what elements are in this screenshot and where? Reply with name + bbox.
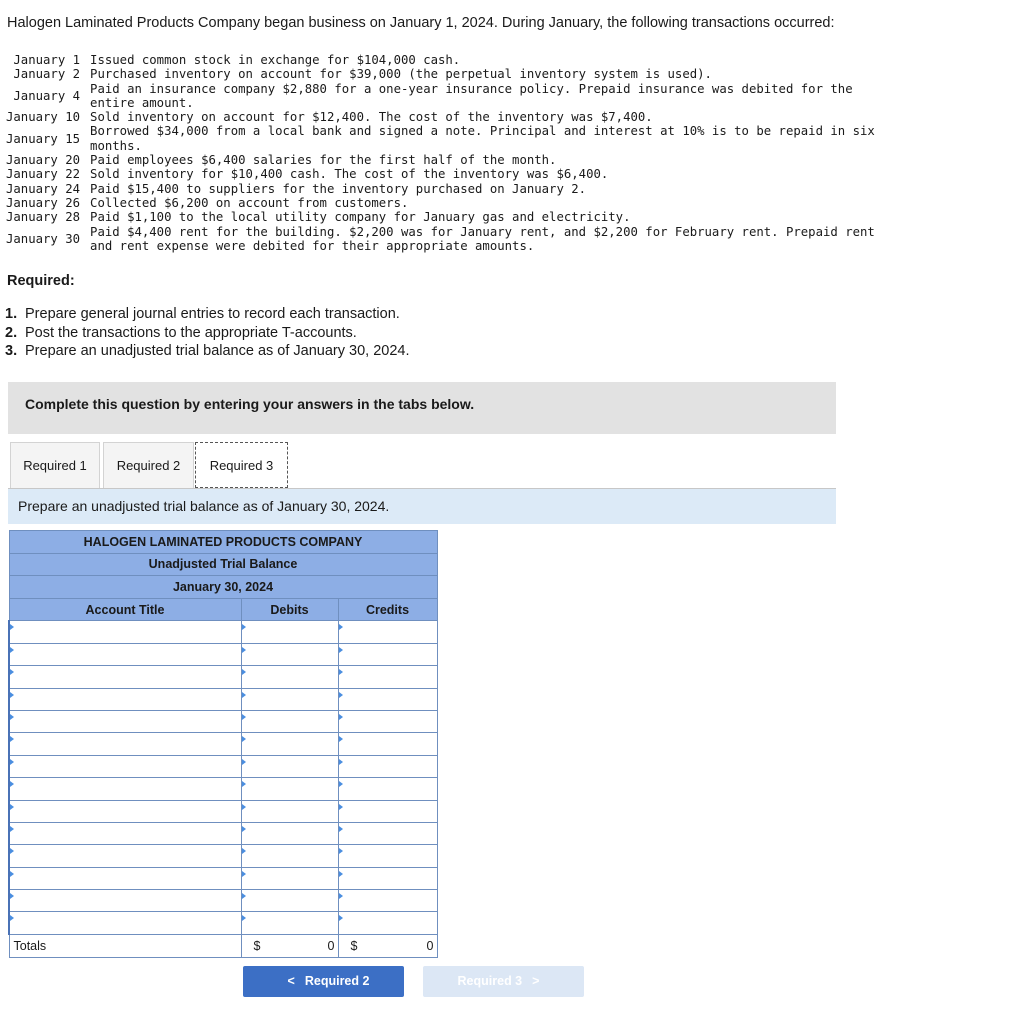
- tab-required-2[interactable]: Required 2: [103, 442, 194, 488]
- account-title-input[interactable]: [10, 824, 241, 844]
- total-credits-cell: [338, 934, 437, 957]
- debit-amount-input[interactable]: [242, 824, 338, 844]
- transaction-row: [6, 124, 900, 153]
- company-name: HALOGEN LAMINATED PRODUCTS COMPANY: [9, 531, 437, 554]
- account-title-input[interactable]: [10, 756, 241, 776]
- transaction-text: Paid an insurance company $2,880 for a one-year insurance policy. Prepaid insurance was debited for the entire amount.: [90, 81, 853, 110]
- account-title-input[interactable]: [10, 734, 241, 754]
- debit-amount-cell: [241, 800, 338, 822]
- debit-amount-cell: [241, 621, 338, 643]
- transaction-row: [6, 182, 900, 196]
- account-title-cell: [9, 621, 241, 643]
- requirement-text: Prepare general journal entries to record each transaction.: [25, 306, 400, 322]
- account-title-cell: [9, 778, 241, 800]
- credit-amount-cell: [338, 688, 437, 710]
- account-title-input[interactable]: [10, 689, 241, 709]
- account-title-cell: [9, 755, 241, 777]
- transaction-text: Paid $15,400 to suppliers for the inventory purchased on January 2.: [90, 181, 587, 196]
- table-row: [9, 643, 437, 665]
- currency-symbol: $: [350, 938, 358, 953]
- transaction-row: [6, 196, 900, 210]
- problem-intro: Halogen Laminated Products Company began business on January 1, 2024. During January, the following transactions occurred:: [7, 15, 835, 31]
- credit-amount-cell: [338, 867, 437, 889]
- table-row: [9, 912, 437, 934]
- totals-row: [9, 934, 437, 957]
- transaction-row: [6, 82, 900, 111]
- account-title-input[interactable]: [10, 712, 241, 732]
- currency-symbol: $: [253, 938, 261, 953]
- transaction-text: Paid $4,400 rent for the building. $2,200 was for January rent, and $2,200 for February rent. Prepaid rent and rent expense were debited for their appropriate amounts.: [90, 224, 875, 253]
- credit-amount-cell: [338, 643, 437, 665]
- debit-amount-cell: [241, 666, 338, 688]
- table-row: [9, 688, 437, 710]
- debit-amount-cell: [241, 688, 338, 710]
- requirement-item: [5, 324, 410, 343]
- transaction-text: Paid employees $6,400 salaries for the first half of the month.: [90, 153, 557, 168]
- transaction-date: January 4: [13, 88, 81, 103]
- account-title-input[interactable]: [10, 622, 241, 642]
- debit-amount-input[interactable]: [242, 644, 338, 664]
- debit-amount-input[interactable]: [242, 622, 338, 642]
- debit-amount-cell: [241, 912, 338, 934]
- credit-amount-input[interactable]: [339, 824, 437, 844]
- transaction-text: Paid $1,100 to the local utility company for January gas and electricity.: [90, 210, 631, 225]
- credit-amount-cell: [338, 845, 437, 867]
- previous-tab-label: Required 2: [304, 974, 370, 988]
- instructions-banner: Complete this question by entering your answers in the tabs below.: [8, 382, 836, 434]
- credit-amount-cell: [338, 800, 437, 822]
- requirement-number: 3.: [5, 343, 18, 359]
- debit-amount-input[interactable]: [242, 846, 338, 866]
- credit-amount-input[interactable]: [339, 622, 437, 642]
- debit-amount-cell: [241, 822, 338, 844]
- column-header-credits: Credits: [338, 598, 437, 621]
- requirement-number: 1.: [5, 306, 18, 322]
- debit-amount-cell: [241, 867, 338, 889]
- previous-tab-button[interactable]: [243, 966, 404, 997]
- debit-amount-input[interactable]: [242, 667, 338, 687]
- account-title-cell: [9, 643, 241, 665]
- column-header-debits: Debits: [241, 598, 338, 621]
- debit-amount-cell: [241, 710, 338, 732]
- debit-amount-cell: [241, 778, 338, 800]
- transaction-row: [6, 225, 900, 254]
- debit-amount-cell: [241, 845, 338, 867]
- debit-amount-input[interactable]: [242, 913, 338, 933]
- credit-amount-input[interactable]: [339, 868, 437, 888]
- requirement-number: 2.: [5, 324, 18, 341]
- requirement-item: [5, 305, 410, 324]
- debit-amount-input[interactable]: [242, 734, 338, 754]
- table-row: [9, 867, 437, 889]
- debit-amount-cell: [241, 733, 338, 755]
- transaction-date: January 22: [6, 167, 81, 182]
- tab-required-1[interactable]: Required 1: [10, 442, 100, 488]
- account-title-input[interactable]: [10, 891, 241, 911]
- account-title-cell: [9, 822, 241, 844]
- requirement-item: [5, 342, 410, 361]
- requirements-list: [5, 305, 410, 361]
- account-title-input[interactable]: [10, 667, 241, 687]
- transaction-text: Sold inventory for $10,400 cash. The cost of the inventory was $6,400.: [90, 167, 609, 182]
- debit-amount-cell: [241, 890, 338, 912]
- table-row: [9, 733, 437, 755]
- total-debits-value: 0: [327, 938, 335, 953]
- table-row: [9, 755, 437, 777]
- transaction-row: [6, 67, 900, 81]
- credit-amount-cell: [338, 822, 437, 844]
- credit-amount-input[interactable]: [339, 712, 437, 732]
- table-row: [9, 845, 437, 867]
- credit-amount-cell: [338, 778, 437, 800]
- account-title-cell: [9, 867, 241, 889]
- next-tab-label: Required 3: [457, 974, 523, 988]
- debit-amount-input[interactable]: [242, 801, 338, 821]
- required-heading: Required:: [7, 273, 75, 289]
- account-title-cell: [9, 800, 241, 822]
- debit-amount-input[interactable]: [242, 756, 338, 776]
- debit-amount-input[interactable]: [242, 868, 338, 888]
- debit-amount-cell: [241, 643, 338, 665]
- table-row: [9, 710, 437, 732]
- credit-amount-input[interactable]: [339, 913, 437, 933]
- account-title-input[interactable]: [10, 801, 241, 821]
- account-title-input[interactable]: [10, 644, 241, 664]
- statement-title: Unadjusted Trial Balance: [9, 553, 437, 576]
- debit-amount-input[interactable]: [242, 779, 338, 799]
- transaction-date: January 30: [6, 231, 81, 246]
- credit-amount-input[interactable]: [339, 846, 437, 866]
- account-title-cell: [9, 666, 241, 688]
- column-header-account: Account Title: [9, 598, 241, 621]
- transaction-date: January 28: [6, 210, 81, 225]
- requirement-text: Post the transactions to the appropriate T-accounts.: [25, 324, 357, 341]
- table-row: [9, 778, 437, 800]
- credit-amount-cell: [338, 755, 437, 777]
- table-row: [9, 621, 437, 643]
- debit-amount-input[interactable]: [242, 712, 338, 732]
- transaction-text: Borrowed $34,000 from a local bank and signed a note. Principal and interest at 10% is to be repaid in six months.: [90, 124, 875, 153]
- account-title-input[interactable]: [10, 846, 241, 866]
- account-title-input[interactable]: [10, 913, 241, 933]
- transaction-row: [6, 53, 900, 67]
- account-title-input[interactable]: [10, 868, 241, 888]
- account-title-cell: [9, 688, 241, 710]
- total-credits-value: 0: [426, 938, 434, 953]
- transaction-row: [6, 110, 900, 124]
- credit-amount-cell: [338, 912, 437, 934]
- tab-instruction: Prepare an unadjusted trial balance as of January 30, 2024.: [8, 489, 836, 524]
- credit-amount-input[interactable]: [339, 644, 437, 664]
- trial-balance-table: [8, 530, 438, 958]
- account-title-cell: [9, 912, 241, 934]
- credit-amount-cell: [338, 710, 437, 732]
- debit-amount-input[interactable]: [242, 891, 338, 911]
- transaction-row: [6, 153, 900, 167]
- credit-amount-input[interactable]: [339, 667, 437, 687]
- transaction-text: Purchased inventory on account for $39,000 (the perpetual inventory system is used).: [90, 67, 712, 82]
- account-title-cell: [9, 733, 241, 755]
- table-row: [9, 890, 437, 912]
- account-title-input[interactable]: [10, 779, 241, 799]
- credit-amount-input[interactable]: [339, 891, 437, 911]
- credit-amount-input[interactable]: [339, 801, 437, 821]
- chevron-left-icon: <: [287, 974, 295, 988]
- transaction-text: Collected $6,200 on account from customers.: [90, 195, 409, 210]
- totals-label: Totals: [9, 934, 241, 957]
- chevron-right-icon: >: [532, 974, 540, 988]
- credit-amount-input[interactable]: [339, 779, 437, 799]
- transactions-list: [6, 53, 900, 253]
- transaction-date: January 2: [13, 67, 81, 82]
- debit-amount-cell: [241, 755, 338, 777]
- debit-amount-input[interactable]: [242, 689, 338, 709]
- credit-amount-cell: [338, 621, 437, 643]
- credit-amount-input[interactable]: [339, 734, 437, 754]
- transaction-row: [6, 167, 900, 181]
- table-row: [9, 800, 437, 822]
- transaction-date: January 1: [13, 53, 81, 67]
- statement-date: January 30, 2024: [9, 576, 437, 599]
- tab-required-3[interactable]: Required 3: [195, 442, 288, 488]
- transaction-date: January 10: [6, 110, 81, 125]
- total-debits-cell: [241, 934, 338, 957]
- next-tab-button: [423, 966, 584, 997]
- credit-amount-cell: [338, 733, 437, 755]
- requirement-text: Prepare an unadjusted trial balance as of January 30, 2024.: [25, 343, 410, 359]
- table-row: [9, 666, 437, 688]
- transaction-row: [6, 210, 900, 224]
- account-title-cell: [9, 845, 241, 867]
- credit-amount-cell: [338, 666, 437, 688]
- transaction-date: January 15: [6, 131, 81, 146]
- account-title-cell: [9, 710, 241, 732]
- credit-amount-cell: [338, 890, 437, 912]
- transaction-date: January 26: [6, 195, 81, 210]
- transaction-date: January 20: [6, 153, 81, 168]
- table-row: [9, 822, 437, 844]
- transaction-date: January 24: [6, 181, 81, 196]
- transaction-text: Sold inventory on account for $12,400. The cost of the inventory was $7,400.: [90, 110, 653, 125]
- credit-amount-input[interactable]: [339, 689, 437, 709]
- credit-amount-input[interactable]: [339, 756, 437, 776]
- account-title-cell: [9, 890, 241, 912]
- transaction-text: Issued common stock in exchange for $104,000 cash.: [90, 53, 461, 67]
